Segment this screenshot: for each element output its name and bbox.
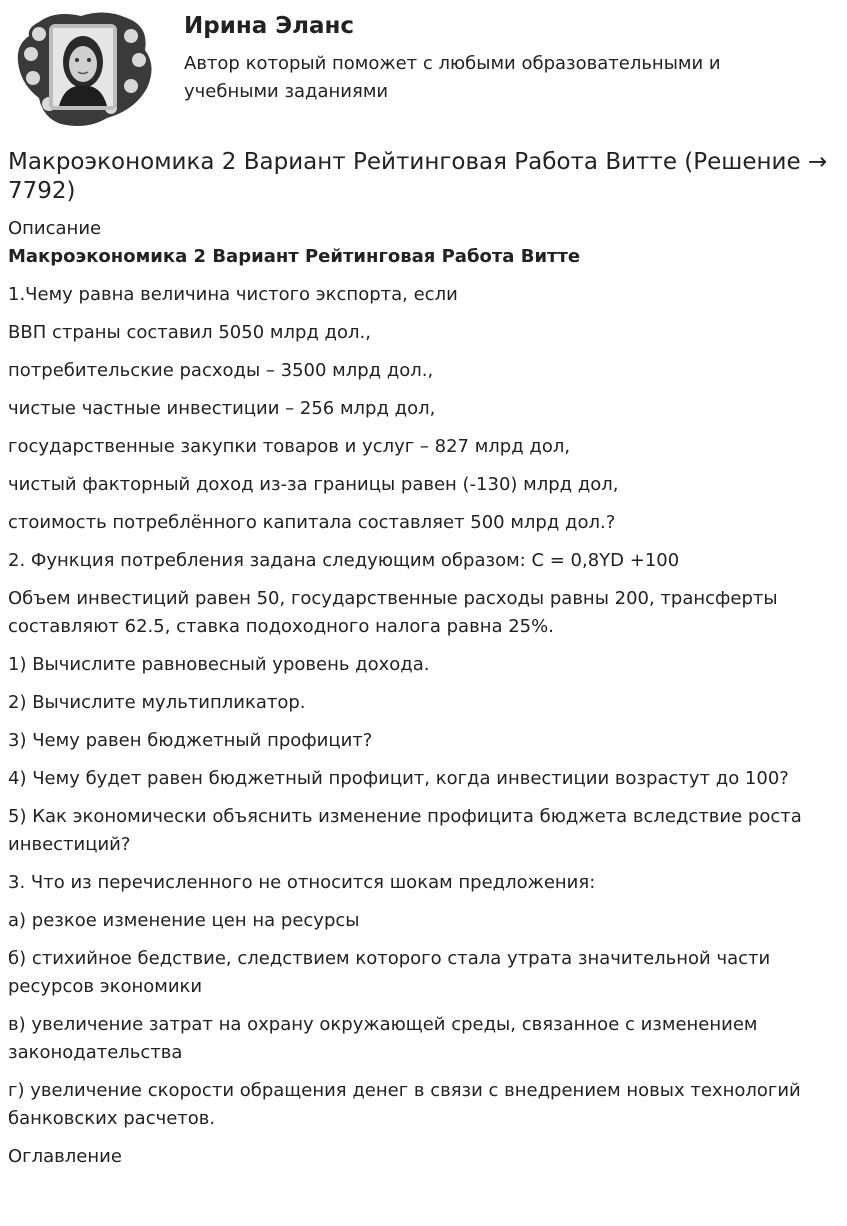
- toc-label: Оглавление: [8, 1146, 122, 1167]
- task-paragraph: 1.Чему равна величина чистого экспорта, если: [8, 284, 458, 305]
- page-title: Макроэкономика 2 Вариант Рейтинговая Работа Витте (Решение → 7792): [8, 149, 828, 204]
- author-avatar[interactable]: [9, 6, 154, 128]
- author-description: Автор который поможет с любыми образовательными и учебными заданиями: [184, 53, 721, 102]
- task-paragraph: потребительские расходы – 3500 млрд дол.,: [8, 360, 434, 381]
- task-paragraph: 1) Вычислите равновесный уровень дохода.: [8, 654, 430, 675]
- task-paragraph: стоимость потреблённого капитала составляет 500 млрд дол.?: [8, 512, 616, 533]
- task-paragraph: б) стихийное бедствие, следствием которого стала утрата значительной части ресурсов экономики: [8, 948, 771, 997]
- task-paragraph: а) резкое изменение цен на ресурсы: [8, 910, 360, 931]
- task-paragraph: ВВП страны составил 5050 млрд дол.,: [8, 322, 371, 343]
- task-paragraph: 2. Функция потребления задана следующим образом: С = 0,8YD +100: [8, 550, 680, 571]
- task-paragraph: 3) Чему равен бюджетный профицит?: [8, 730, 373, 751]
- description-label: Описание: [8, 218, 102, 239]
- task-paragraph: г) увеличение скорости обращения денег в связи с внедрением новых технологий банковских расчетов.: [8, 1080, 801, 1129]
- product-description: [8, 215, 839, 1171]
- task-paragraph: чистый факторный доход из-за границы равен (-130) млрд дол,: [8, 474, 619, 495]
- description-subtitle: Макроэкономика 2 Вариант Рейтинговая Работа Витте: [8, 246, 581, 267]
- task-paragraph: в) увеличение затрат на охрану окружающей среды, связанное с изменением законодательства: [8, 1014, 758, 1063]
- task-paragraph: 3. Что из перечисленного не относится шокам предложения:: [8, 872, 596, 893]
- task-paragraph: государственные закупки товаров и услуг – 827 млрд дол,: [8, 436, 571, 457]
- task-paragraph: 4) Чему будет равен бюджетный профицит, когда инвестиции возрастут до 100?: [8, 768, 789, 789]
- author-block: [8, 0, 839, 140]
- task-paragraph: 2) Вычислите мультипликатор.: [8, 692, 306, 713]
- author-name[interactable]: Ирина Эланс: [184, 13, 355, 39]
- task-paragraph: Объем инвестиций равен 50, государственные расходы равны 200, трансферты составляют 62.5, ставка подоходного налога равна 25%.: [8, 588, 778, 637]
- task-paragraph: чистые частные инвестиции – 256 млрд дол,: [8, 398, 436, 419]
- task-paragraph: 5) Как экономически объяснить изменение профицита бюджета вследствие роста инвестиций?: [8, 806, 802, 855]
